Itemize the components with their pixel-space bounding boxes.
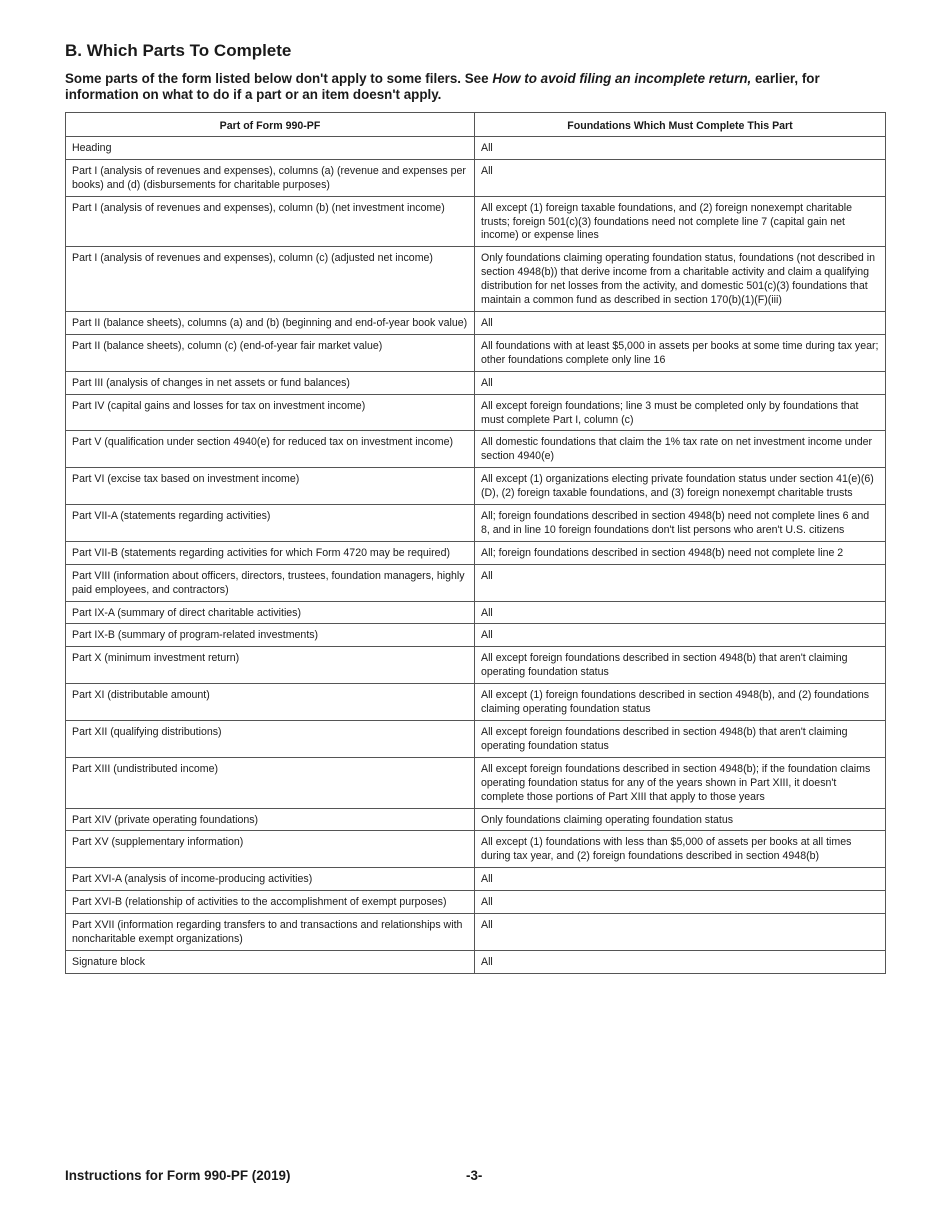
table-row (66, 159, 886, 196)
part-cell: Part XIII (undistributed income) (66, 757, 475, 808)
foundations-cell: All except foreign foundations; line 3 must be completed only by foundations that must complete Part I, column (c) (475, 394, 886, 431)
foundations-cell: All; foreign foundations described in section 4948(b) need not complete lines 6 and 8, and in line 10 foreign foundations don't list persons who aren't U.S. citizens (475, 505, 886, 542)
table-row (66, 808, 886, 831)
table-row (66, 684, 886, 721)
table-row (66, 394, 886, 431)
foundations-cell: All (475, 891, 886, 914)
part-cell: Part VIII (information about officers, directors, trustees, foundation managers, highly paid employees, and contractors) (66, 564, 475, 601)
table-row (66, 247, 886, 312)
part-cell: Part I (analysis of revenues and expenses), column (b) (net investment income) (66, 196, 475, 247)
column-header-part: Part of Form 990-PF (66, 113, 475, 137)
part-cell: Part XVII (information regarding transfers to and transactions and relationships with noncharitable exempt organizations) (66, 914, 475, 951)
part-cell: Part III (analysis of changes in net assets or fund balances) (66, 371, 475, 394)
part-cell: Part XVI-A (analysis of income-producing activities) (66, 868, 475, 891)
foundations-cell: Only foundations claiming operating foundation status, foundations (not described in section 4948(b)) that derive income from a charitable activity and claim a qualifying distribution for net losses from the activity, and domestic 501(c)(3) foundations that maintain a common fund as described in section 170(b)(1)(F)(iii) (475, 247, 886, 312)
table-body (66, 136, 886, 973)
table-row (66, 196, 886, 247)
part-cell: Part XVI-B (relationship of activities to the accomplishment of exempt purposes) (66, 891, 475, 914)
table-row (66, 541, 886, 564)
part-cell: Part VII-B (statements regarding activities for which Form 4720 may be required) (66, 541, 475, 564)
foundations-cell: All (475, 624, 886, 647)
part-cell: Part II (balance sheets), columns (a) and (b) (beginning and end-of-year book value) (66, 311, 475, 334)
table-row (66, 505, 886, 542)
page-content (65, 40, 885, 974)
table-row (66, 624, 886, 647)
foundations-cell: All (475, 564, 886, 601)
table-row (66, 891, 886, 914)
foundations-cell: All (475, 371, 886, 394)
foundations-cell: All except (1) foreign taxable foundations, and (2) foreign nonexempt charitable trusts; foreign 501(c)(3) foundations need not complete line 7 (capital gain net income) or expense lines (475, 196, 886, 247)
part-cell: Part XI (distributable amount) (66, 684, 475, 721)
foundations-cell: All except (1) foreign foundations described in section 4948(b), and (2) foundations claiming operating foundation status (475, 684, 886, 721)
intro-text-italic: How to avoid filing an incomplete return, (492, 71, 752, 86)
table-row (66, 601, 886, 624)
column-header-foundations: Foundations Which Must Complete This Part (475, 113, 886, 137)
foundations-cell: All except (1) organizations electing private foundation status under section 41(e)(6)(D), (2) foreign taxable foundations, and (3) foreign nonexempt charitable trusts (475, 468, 886, 505)
table-row (66, 950, 886, 973)
parts-table (65, 112, 886, 974)
foundations-cell: All (475, 136, 886, 159)
part-cell: Part VI (excise tax based on investment income) (66, 468, 475, 505)
table-row (66, 136, 886, 159)
part-cell: Heading (66, 136, 475, 159)
table-row (66, 914, 886, 951)
foundations-cell: All foundations with at least $5,000 in assets per books at some time during tax year; other foundations complete only line 16 (475, 334, 886, 371)
part-cell: Part IX-B (summary of program-related investments) (66, 624, 475, 647)
table-header-row (66, 113, 886, 137)
table-row (66, 564, 886, 601)
table-row (66, 757, 886, 808)
part-cell: Part VII-A (statements regarding activities) (66, 505, 475, 542)
table-row (66, 647, 886, 684)
part-cell: Part XV (supplementary information) (66, 831, 475, 868)
part-cell: Part I (analysis of revenues and expenses), columns (a) (revenue and expenses per books) and (d) (disbursements for charitable purposes) (66, 159, 475, 196)
table-row (66, 431, 886, 468)
foundations-cell: All (475, 159, 886, 196)
part-cell: Part X (minimum investment return) (66, 647, 475, 684)
intro-paragraph (65, 71, 885, 103)
part-cell: Part V (qualification under section 4940(e) for reduced tax on investment income) (66, 431, 475, 468)
part-cell: Signature block (66, 950, 475, 973)
foundations-cell: Only foundations claiming operating foundation status (475, 808, 886, 831)
foundations-cell: All (475, 311, 886, 334)
foundations-cell: All (475, 601, 886, 624)
intro-text-before: Some parts of the form listed below don't apply to some filers. See (65, 71, 493, 86)
part-cell: Part IV (capital gains and losses for tax on investment income) (66, 394, 475, 431)
foundations-cell: All except (1) foundations with less than $5,000 of assets per books at all times during tax year, and (2) foreign foundations described in section 4948(b) (475, 831, 886, 868)
foundations-cell: All (475, 868, 886, 891)
foundations-cell: All except foreign foundations described in section 4948(b); if the foundation claims operating foundation status for any of the years shown in Part XIII, it doesn't complete those portions of Part XIII that apply to those years (475, 757, 886, 808)
section-heading: B. Which Parts To Complete (65, 41, 292, 60)
part-cell: Part XII (qualifying distributions) (66, 721, 475, 758)
foundations-cell: All (475, 950, 886, 973)
foundations-cell: All except foreign foundations described in section 4948(b) that aren't claiming operating foundation status (475, 647, 886, 684)
table-row (66, 831, 886, 868)
foundations-cell: All except foreign foundations described in section 4948(b) that aren't claiming operating foundation status (475, 721, 886, 758)
table-row (66, 311, 886, 334)
part-cell: Part II (balance sheets), column (c) (end-of-year fair market value) (66, 334, 475, 371)
part-cell: Part XIV (private operating foundations) (66, 808, 475, 831)
table-row (66, 721, 886, 758)
table-row (66, 334, 886, 371)
foundations-cell: All domestic foundations that claim the 1% tax rate on net investment income under section 4940(e) (475, 431, 886, 468)
table-row (66, 468, 886, 505)
footer-title: Instructions for Form 990-PF (2019) (65, 1168, 291, 1183)
intro-text-after: earlier, for information on what to do if a part or an item doesn't apply. (65, 71, 820, 102)
part-cell: Part IX-A (summary of direct charitable activities) (66, 601, 475, 624)
foundations-cell: All (475, 914, 886, 951)
table-row (66, 371, 886, 394)
table-row (66, 868, 886, 891)
part-cell: Part I (analysis of revenues and expenses), column (c) (adjusted net income) (66, 247, 475, 312)
foundations-cell: All; foreign foundations described in section 4948(b) need not complete line 2 (475, 541, 886, 564)
page-number: -3- (466, 1168, 483, 1183)
